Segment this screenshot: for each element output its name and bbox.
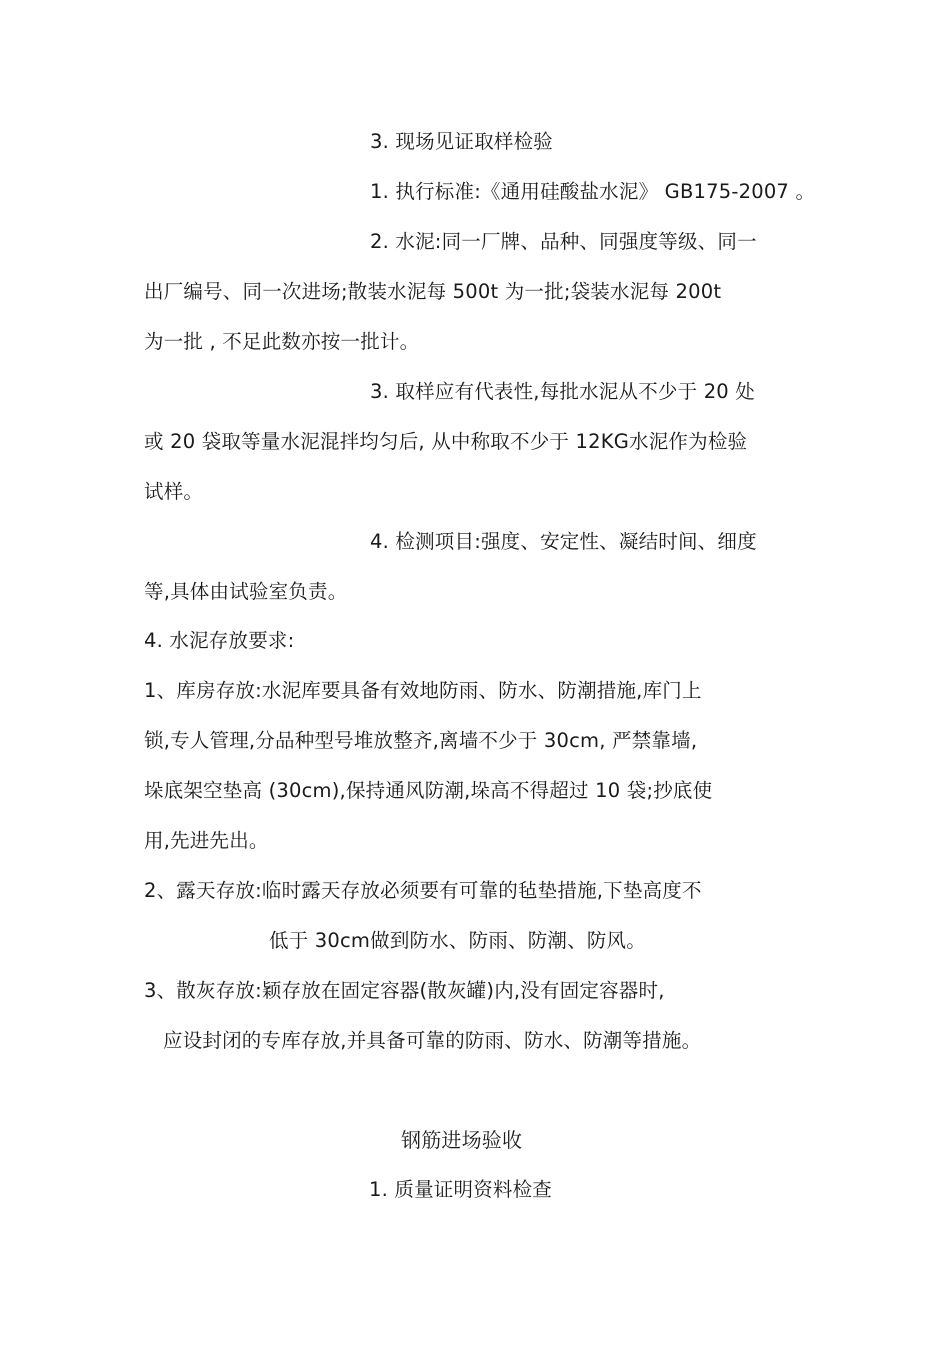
paragraph-line: 等,具体由试验室负责。 bbox=[144, 580, 348, 603]
paragraph-line: 2. 水泥:同一厂牌、品种、同强度等级、同一 bbox=[370, 230, 757, 253]
paragraph-line: 应设封闭的专库存放,并具备可靠的防雨、防水、防潮等措施。 bbox=[163, 1029, 702, 1052]
paragraph-line: 垛底架空垫高 (30cm),保持通风防潮,垛高不得超过 10 袋;抄底使 bbox=[144, 779, 713, 802]
section-heading-sampling: 3. 现场见证取样检验 bbox=[370, 130, 554, 153]
paragraph-line: 4. 检测项目:强度、安定性、凝结时间、细度 bbox=[370, 530, 757, 553]
paragraph-line: 出厂编号、同一次进场;散装水泥每 500t 为一批;袋装水泥每 200t bbox=[144, 280, 722, 303]
paragraph-line: 1、库房存放:水泥库要具备有效地防雨、防水、防潮措施,库门上 bbox=[144, 679, 702, 702]
paragraph-line: 为一批 , 不足此数亦按一批计。 bbox=[144, 330, 420, 353]
paragraph-line: 用,先进先出。 bbox=[144, 829, 269, 852]
section-heading-storage: 4. 水泥存放要求: bbox=[144, 629, 295, 652]
paragraph-line: 1. 执行标准:《通用硅酸盐水泥》 GB175-2007 。 bbox=[370, 180, 816, 203]
paragraph-line: 或 20 袋取等量水泥混拌均匀后, 从中称取不少于 12KG水泥作为检验 bbox=[144, 430, 748, 453]
paragraph-line: 低于 30cm做到防水、防雨、防潮、防风。 bbox=[269, 929, 646, 952]
section-title-rebar: 钢筋进场验收 bbox=[401, 1128, 523, 1152]
paragraph-line: 试样。 bbox=[144, 480, 204, 503]
paragraph-line: 2、露天存放:临时露天存放必须要有可靠的毡垫措施,下垫高度不 bbox=[144, 879, 702, 902]
paragraph-line: 锁,专人管理,分品种型号堆放整齐,离墙不少于 30cm, 严禁靠墙, bbox=[144, 729, 698, 752]
subsection-heading: 1. 质量证明资料检查 bbox=[369, 1178, 553, 1201]
paragraph-line: 3、散灰存放:颖存放在固定容器(散灰罐)内,没有固定容器时, bbox=[144, 979, 665, 1002]
paragraph-line: 3. 取样应有代表性,每批水泥从不少于 20 处 bbox=[370, 380, 756, 403]
